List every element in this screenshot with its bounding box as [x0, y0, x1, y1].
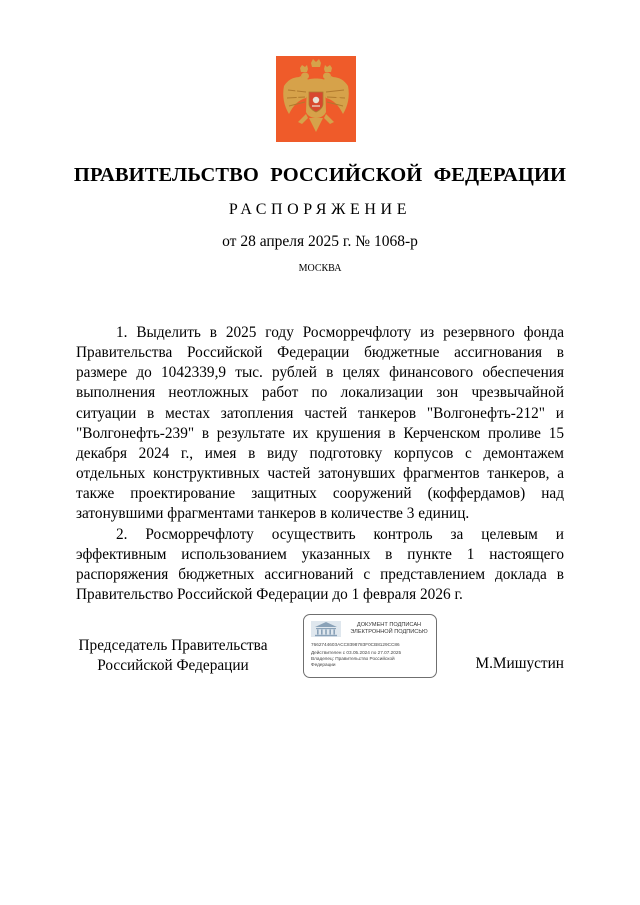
document-body — [76, 323, 564, 605]
stamp-certificate-serial: 7662744603ACC8398783F0CB8129CC86 — [311, 642, 400, 647]
stamp-heading-line-1: ДОКУМЕНТ ПОДПИСАН — [356, 622, 422, 628]
stamp-owner-line-1: Владелец: Правительство Российской — [311, 656, 395, 661]
paragraph-2: 2. Росморречфлоту осуществить контроль за целевым и эффективным использованием указанных в пункте 1 настоящего распоряжения бюджетных ассигнований с представлением доклада в Правительство Российской Федерации до 1 февраля 2026 г. — [76, 525, 564, 604]
signer-position-line-2: Российской Федерации — [97, 657, 249, 674]
government-building-icon — [311, 621, 341, 637]
stamp-validity: Действителен с 03.05.2024 по 27.07.2025 — [311, 650, 402, 655]
organization-title: ПРАВИТЕЛЬСТВО РОССИЙСКОЙ ФЕДЕРАЦИИ — [73, 164, 567, 186]
signer-position-line-1: Председатель Правительства — [78, 637, 268, 654]
stamp-heading — [344, 622, 434, 636]
coat-of-arms-icon — [276, 56, 356, 142]
signer-name: М.Мишустин — [475, 655, 564, 672]
stamp-owner-line-2: Федерации — [311, 662, 336, 667]
stamp-heading-line-2: ЭЛЕКТРОННОЙ ПОДПИСЬЮ — [350, 629, 428, 635]
signer-position — [66, 636, 280, 676]
paragraph-1: 1. Выделить в 2025 году Росморречфлоту из резервного фонда Правительства Российской Федерации бюджетные ассигнования в размере до 1042339,9 тыс. рублей в целях финансового обеспечения выполнения неотложных работ по локализации зон чрезвычайной ситуации в местах затопления частей танкеров "Волгонефть-212" и "Волгонефть-239" в результате их крушения в Керченском проливе 15 декабря 2024 г., имея в виду подготовку корпусов с демонтажем отдельных конструктивных частей затонувших фрагментов танкеров, а также проектирование защитных сооружений (коффердамов) над затонувшими фрагментами танкеров в количестве 3 единиц. — [76, 324, 564, 523]
document-city: МОСКВА — [298, 263, 342, 274]
electronic-signature-stamp — [303, 614, 437, 678]
document-date-number: от 28 апреля 2025 г. № 1068-р — [222, 233, 418, 250]
document-kind: РАСПОРЯЖЕНИЕ — [228, 201, 412, 218]
